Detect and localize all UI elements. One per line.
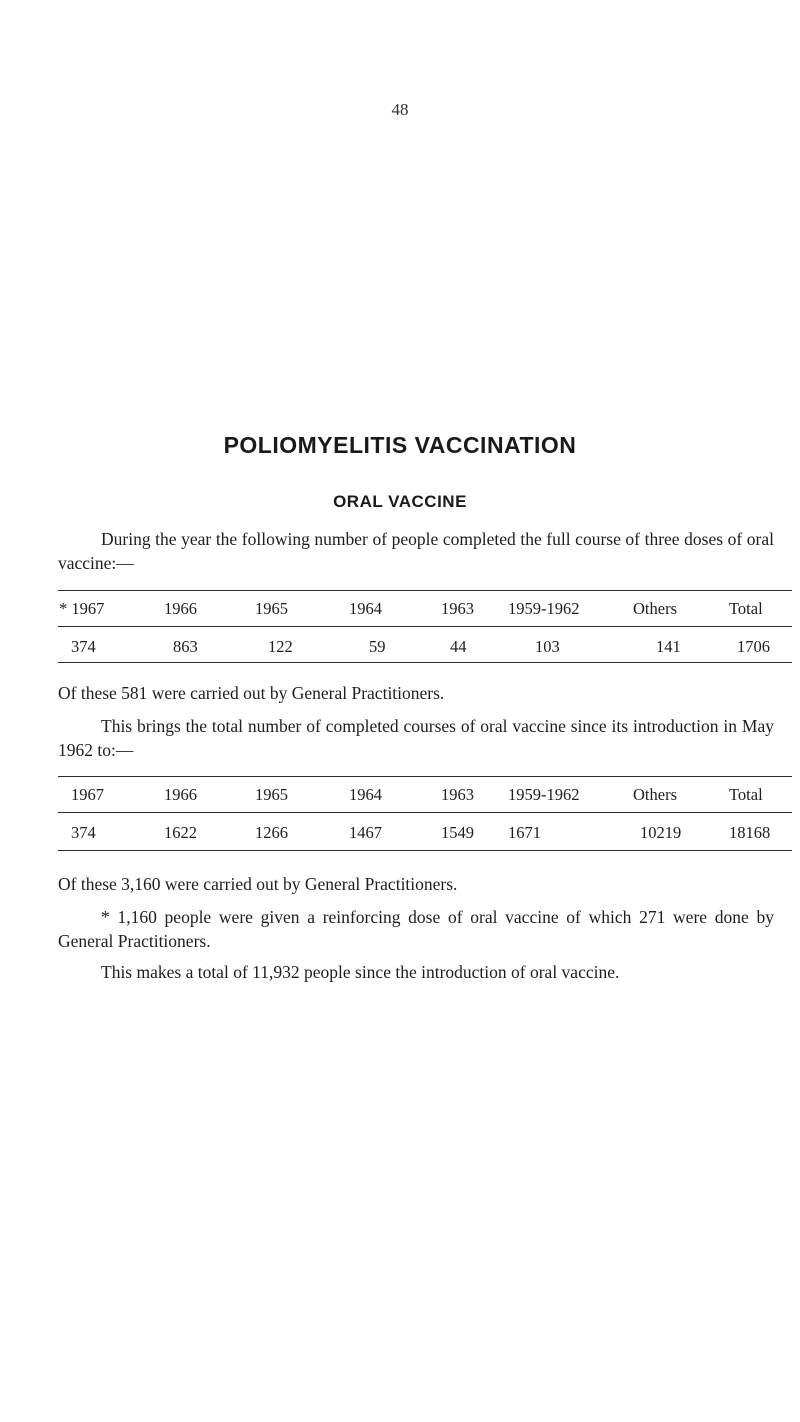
page-title: POLIOMYELITIS VACCINATION <box>223 432 577 458</box>
footnote-paragraph <box>58 905 774 953</box>
table2-value-cell: 374 <box>71 823 96 842</box>
table2-value-cell: 1622 <box>164 823 197 842</box>
table2-value-cell: 18168 <box>729 823 771 842</box>
note2-text: Of these 3,160 were carried out by General Practitioners. <box>58 874 458 894</box>
table2-value-cell: 1549 <box>441 823 474 842</box>
table2-value-row <box>58 814 792 852</box>
table1-header-cell: Others <box>633 599 677 618</box>
closing-paragraph <box>58 960 774 984</box>
completed-courses-table <box>58 590 792 666</box>
table1-header-cell: 1965 <box>255 599 288 618</box>
table1-value-cell: 103 <box>535 637 560 656</box>
table2-bottom-rule <box>58 850 792 851</box>
table1-value-cell: 141 <box>656 637 681 656</box>
table2-header-row <box>58 776 792 814</box>
table2-value-cell: 1266 <box>255 823 288 842</box>
table2-header-cell: 1965 <box>255 785 288 804</box>
table1-header-cell: Total <box>729 599 763 618</box>
page-number: 48 <box>391 100 409 119</box>
table1-header-row <box>58 590 792 628</box>
section-subtitle: ORAL VACCINE <box>333 492 467 511</box>
note-gp-581 <box>58 681 774 705</box>
table2-header-cell: Others <box>633 785 677 804</box>
intro2-paragraph <box>58 714 774 762</box>
table1-value-cell: 1706 <box>737 637 770 656</box>
table1-value-cell: 44 <box>450 637 467 656</box>
intro2-text: This brings the total number of completed courses of oral vaccine since its introduction in May 1962 to:— <box>58 716 774 760</box>
table1-header-cell: * 1967 <box>59 599 105 618</box>
table1-value-cell: 122 <box>268 637 293 656</box>
table2-value-cell: 1671 <box>508 823 541 842</box>
note1-text: Of these 581 were carried out by General Practitioners. <box>58 683 445 703</box>
table2-header-cell: 1959-1962 <box>508 785 580 804</box>
table1-header-cell: 1964 <box>349 599 382 618</box>
table1-value-cell: 374 <box>71 637 96 656</box>
table2-header-cell: 1964 <box>349 785 382 804</box>
table1-header-cell: 1963 <box>441 599 474 618</box>
closing-text: This makes a total of 11,932 people since the introduction of oral vaccine. <box>101 962 620 982</box>
table1-header-cell: 1966 <box>164 599 197 618</box>
table1-header-cell: 1959-1962 <box>508 599 580 618</box>
table2-header-cell: 1967 <box>71 785 104 804</box>
table1-value-row <box>58 628 792 666</box>
intro-text: During the year the following number of people completed the full course of three doses of oral vaccine:— <box>58 529 774 573</box>
table1-value-cell: 863 <box>173 637 198 656</box>
table2-header-cell: 1966 <box>164 785 197 804</box>
table1-header-rule <box>58 626 792 627</box>
note-gp-3160 <box>58 872 774 896</box>
table2-header-rule <box>58 812 792 813</box>
table2-header-cell: 1963 <box>441 785 474 804</box>
intro-paragraph <box>58 527 774 575</box>
table2-value-cell: 1467 <box>349 823 382 842</box>
total-courses-table <box>58 776 792 852</box>
table1-value-cell: 59 <box>369 637 386 656</box>
footnote-text: * 1,160 people were given a reinforcing dose of oral vaccine of which 271 were done by General Practitioners. <box>58 907 774 951</box>
table1-bottom-rule <box>58 662 792 663</box>
table2-value-cell: 10219 <box>640 823 682 842</box>
table2-header-cell: Total <box>729 785 763 804</box>
